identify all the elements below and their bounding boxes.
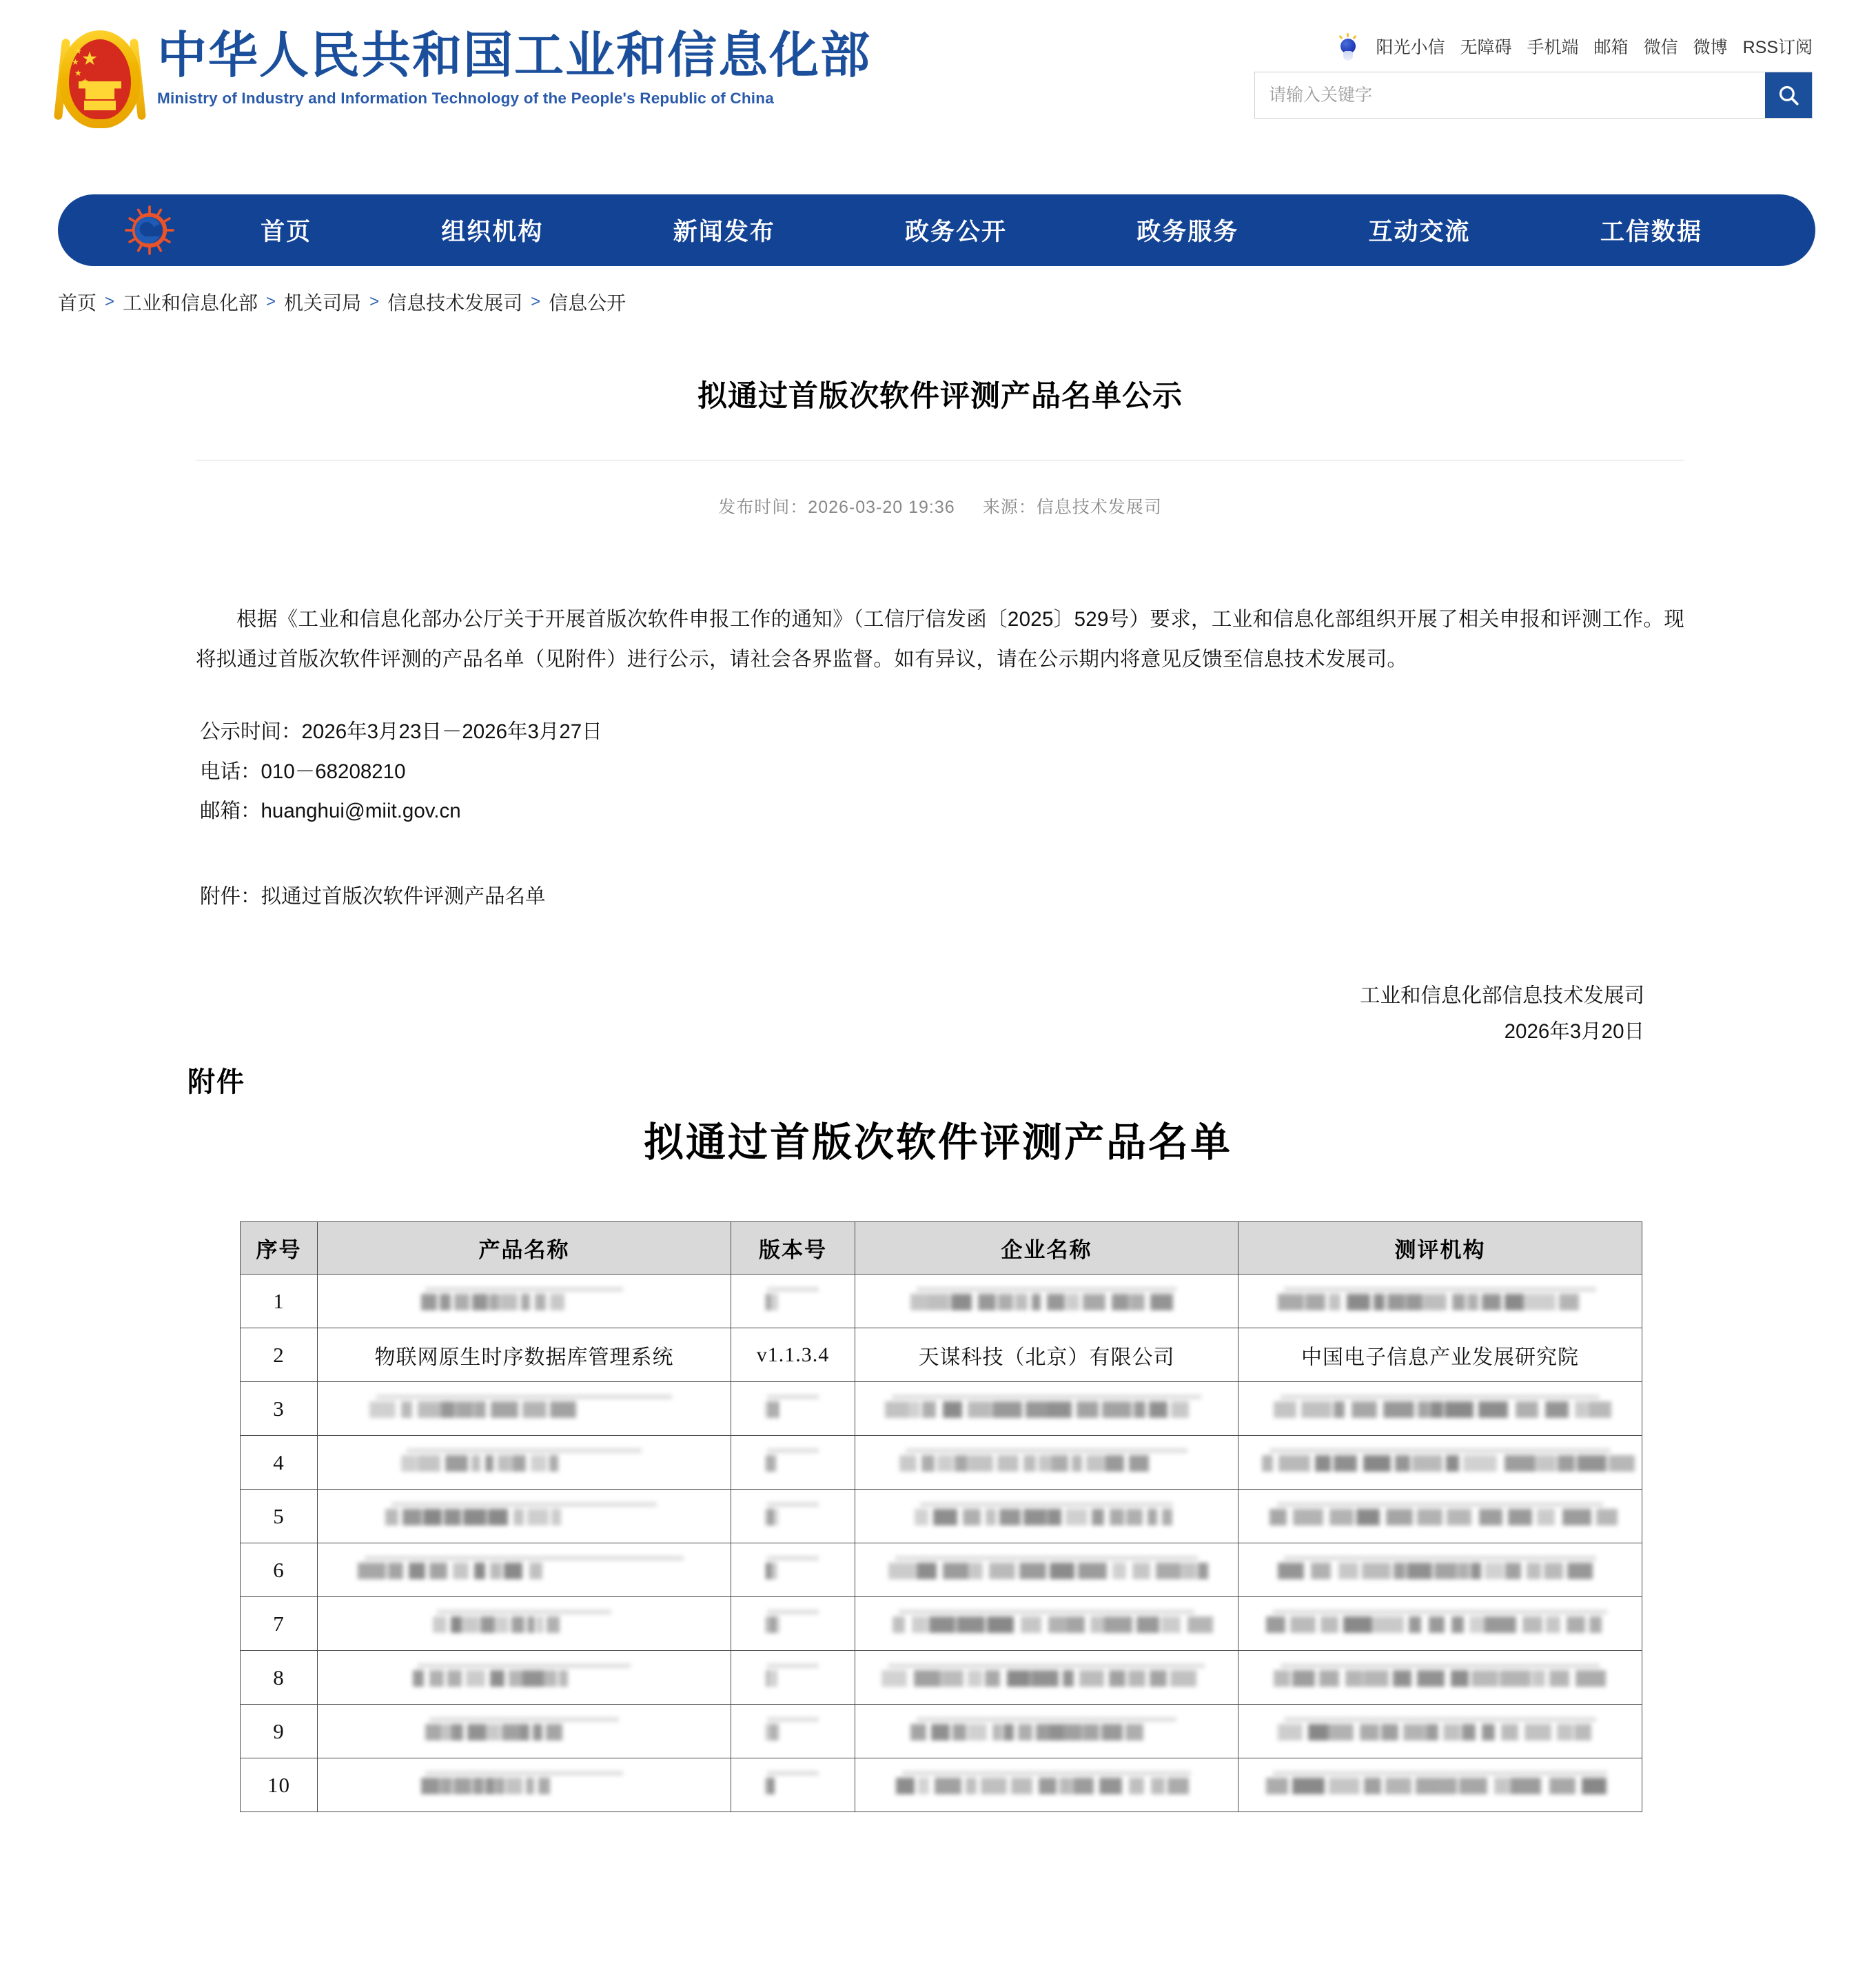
main-navigation bbox=[58, 194, 1815, 266]
cell-company-redacted bbox=[855, 1758, 1238, 1812]
cell-version-redacted bbox=[731, 1651, 855, 1705]
cell-version-redacted bbox=[731, 1275, 855, 1328]
table-row bbox=[241, 1758, 1642, 1812]
table-row bbox=[241, 1543, 1642, 1597]
top-link-2[interactable]: 手机端 bbox=[1527, 38, 1579, 57]
table-header-row bbox=[241, 1222, 1642, 1275]
breadcrumb-item-0[interactable]: 首页 bbox=[58, 292, 97, 314]
cell-company-redacted bbox=[855, 1543, 1238, 1597]
attachment-label: 附件 bbox=[187, 1067, 245, 1097]
cell-org-redacted bbox=[1238, 1651, 1642, 1705]
cell-company-redacted bbox=[855, 1436, 1238, 1490]
notice-period: 公示时间：2026年3月23日－2026年3月27日 bbox=[200, 720, 602, 744]
cell-no: 7 bbox=[241, 1597, 318, 1651]
cell-version: v1.1.3.4 bbox=[731, 1328, 855, 1382]
cell-company-redacted bbox=[855, 1490, 1238, 1543]
nav-item-openness[interactable]: 政务公开 bbox=[904, 219, 1007, 245]
notice-info-block bbox=[196, 712, 1684, 831]
cell-product-redacted bbox=[318, 1597, 731, 1651]
table-row bbox=[241, 1490, 1642, 1543]
cell-version-redacted bbox=[731, 1705, 855, 1758]
sunshine-mascot-icon bbox=[1336, 33, 1360, 59]
cell-org-redacted bbox=[1238, 1382, 1642, 1436]
cell-product-redacted bbox=[318, 1490, 731, 1543]
search-icon bbox=[1777, 83, 1800, 107]
column-header-no: 序号 bbox=[241, 1222, 318, 1275]
attachment-link-line[interactable]: 附件：拟通过首版次软件评测产品名单 bbox=[200, 884, 546, 908]
page-title: 拟通过首版次软件评测产品名单公示 bbox=[697, 380, 1183, 413]
signature-org: 工业和信息化部信息技术发展司 bbox=[1359, 984, 1644, 1008]
top-link-5[interactable]: 微博 bbox=[1693, 38, 1728, 57]
article-meta bbox=[196, 494, 1684, 518]
cell-version-redacted bbox=[731, 1543, 855, 1597]
top-link-0[interactable]: 阳光小信 bbox=[1376, 38, 1445, 57]
nav-item-interact[interactable]: 互动交流 bbox=[1368, 219, 1471, 245]
cell-no: 2 bbox=[241, 1328, 318, 1382]
cell-product-redacted bbox=[318, 1651, 731, 1705]
cell-company-redacted bbox=[855, 1651, 1238, 1705]
top-link-1[interactable]: 无障碍 bbox=[1460, 38, 1512, 57]
table-row bbox=[241, 1275, 1642, 1328]
cell-product: 物联网原生时序数据库管理系统 bbox=[318, 1328, 731, 1382]
nav-item-news[interactable]: 新闻发布 bbox=[673, 219, 775, 245]
signature-block bbox=[196, 978, 1684, 1049]
cell-version-redacted bbox=[731, 1597, 855, 1651]
nav-item-home[interactable]: 首页 bbox=[261, 219, 312, 245]
table-row bbox=[241, 1436, 1642, 1490]
cell-org-redacted bbox=[1238, 1436, 1642, 1490]
cell-version-redacted bbox=[731, 1382, 855, 1436]
breadcrumb-separator: > bbox=[531, 292, 541, 311]
cell-company-redacted bbox=[855, 1705, 1238, 1758]
cell-no: 4 bbox=[241, 1436, 318, 1490]
table-row bbox=[241, 1328, 1642, 1382]
cell-company-redacted bbox=[855, 1382, 1238, 1436]
signature-date: 2026年3月20日 bbox=[1504, 1019, 1644, 1043]
cell-org-redacted bbox=[1238, 1275, 1642, 1328]
search-button[interactable] bbox=[1765, 72, 1812, 118]
nav-item-services[interactable]: 政务服务 bbox=[1136, 219, 1239, 245]
cell-product-redacted bbox=[318, 1436, 731, 1490]
breadcrumb-separator: > bbox=[369, 292, 380, 311]
publish-time-label: 发布时间： bbox=[718, 498, 808, 518]
table-row bbox=[241, 1651, 1642, 1705]
source-value: 信息技术发展司 bbox=[1036, 498, 1162, 518]
contact-email: 邮箱：huanghui@miit.gov.cn bbox=[200, 800, 461, 823]
site-header bbox=[0, 0, 1876, 176]
cell-no: 10 bbox=[241, 1758, 318, 1812]
column-header-company: 企业名称 bbox=[855, 1222, 1238, 1275]
nav-item-org[interactable]: 组织机构 bbox=[441, 219, 544, 245]
breadcrumb-item-2[interactable]: 机关司局 bbox=[284, 292, 362, 314]
breadcrumb-separator: > bbox=[105, 292, 115, 311]
cell-org-redacted bbox=[1238, 1705, 1642, 1758]
top-links bbox=[1254, 33, 1813, 59]
product-list-table-wrap bbox=[240, 1221, 1642, 1812]
article bbox=[196, 376, 1684, 1050]
top-link-6[interactable]: RSS订阅 bbox=[1742, 38, 1813, 57]
cell-no: 1 bbox=[241, 1275, 318, 1328]
cell-org-redacted bbox=[1238, 1597, 1642, 1651]
search-bar bbox=[1254, 72, 1813, 119]
breadcrumb-item-1[interactable]: 工业和信息化部 bbox=[123, 292, 258, 314]
attachment-title: 拟通过首版次软件评测产品名单 bbox=[643, 1120, 1232, 1165]
cell-product-redacted bbox=[318, 1275, 731, 1328]
column-header-product: 产品名称 bbox=[318, 1222, 731, 1275]
cell-org-redacted bbox=[1238, 1490, 1642, 1543]
table-row bbox=[241, 1705, 1642, 1758]
cell-company-redacted bbox=[855, 1275, 1238, 1328]
table-row bbox=[241, 1597, 1642, 1651]
cell-company-redacted bbox=[855, 1597, 1238, 1651]
publish-time-value: 2026-03-20 19:36 bbox=[808, 498, 955, 518]
header-utility-area bbox=[1254, 33, 1813, 119]
cell-product-redacted bbox=[318, 1382, 731, 1436]
search-input[interactable] bbox=[1255, 72, 1765, 118]
article-body bbox=[196, 600, 1684, 679]
cell-company: 天谋科技（北京）有限公司 bbox=[855, 1328, 1238, 1382]
cell-version-redacted bbox=[731, 1758, 855, 1812]
breadcrumb-item-3[interactable]: 信息技术发展司 bbox=[387, 292, 523, 314]
nav-items bbox=[196, 213, 1815, 247]
contact-phone: 电话：010－68208210 bbox=[200, 760, 406, 783]
nav-item-data[interactable]: 工信数据 bbox=[1600, 219, 1702, 245]
column-header-org: 测评机构 bbox=[1238, 1222, 1642, 1275]
cell-org-redacted bbox=[1238, 1543, 1642, 1597]
table-body bbox=[241, 1275, 1642, 1812]
cell-product-redacted bbox=[318, 1705, 731, 1758]
national-emblem-icon: ★ ★ ★ ★ bbox=[54, 28, 147, 131]
top-link-3[interactable]: 邮箱 bbox=[1593, 38, 1629, 57]
cell-no: 5 bbox=[241, 1490, 318, 1543]
cell-version-redacted bbox=[731, 1436, 855, 1490]
miit-e-logo-icon bbox=[124, 205, 175, 256]
cell-no: 3 bbox=[241, 1382, 318, 1436]
article-paragraph: 根据《工业和信息化部办公厅关于开展首版次软件申报工作的通知》（工信厅信发函〔2025〕529号）要求，工业和信息化部组织开展了相关申报和评测工作。现将拟通过首版次软件评测的产品名单（见附件）进行公示，请社会各界监督。如有异议，请在公示期内将意见反馈至信息技术发展司。 bbox=[196, 608, 1684, 671]
column-header-version: 版本号 bbox=[731, 1222, 855, 1275]
site-logo[interactable] bbox=[54, 28, 871, 131]
logo-title-cn: 中华人民共和国工业和信息化部 bbox=[157, 28, 872, 83]
cell-org: 中国电子信息产业发展研究院 bbox=[1238, 1328, 1642, 1382]
cell-product-redacted bbox=[318, 1758, 731, 1812]
cell-version-redacted bbox=[731, 1490, 855, 1543]
logo-title-en: Ministry of Industry and Information Technology of the People's Republic of China bbox=[157, 89, 774, 107]
cell-no: 8 bbox=[241, 1651, 318, 1705]
source-label: 来源： bbox=[982, 498, 1037, 518]
product-list-table bbox=[240, 1221, 1642, 1812]
breadcrumb-separator: > bbox=[266, 292, 276, 311]
top-link-4[interactable]: 微信 bbox=[1643, 38, 1678, 57]
breadcrumb bbox=[58, 288, 626, 316]
cell-product-redacted bbox=[318, 1543, 731, 1597]
cell-no: 9 bbox=[241, 1705, 318, 1758]
cell-org-redacted bbox=[1238, 1758, 1642, 1812]
cell-no: 6 bbox=[241, 1543, 318, 1597]
breadcrumb-item-4[interactable]: 信息公开 bbox=[549, 292, 626, 314]
table-row bbox=[241, 1382, 1642, 1436]
